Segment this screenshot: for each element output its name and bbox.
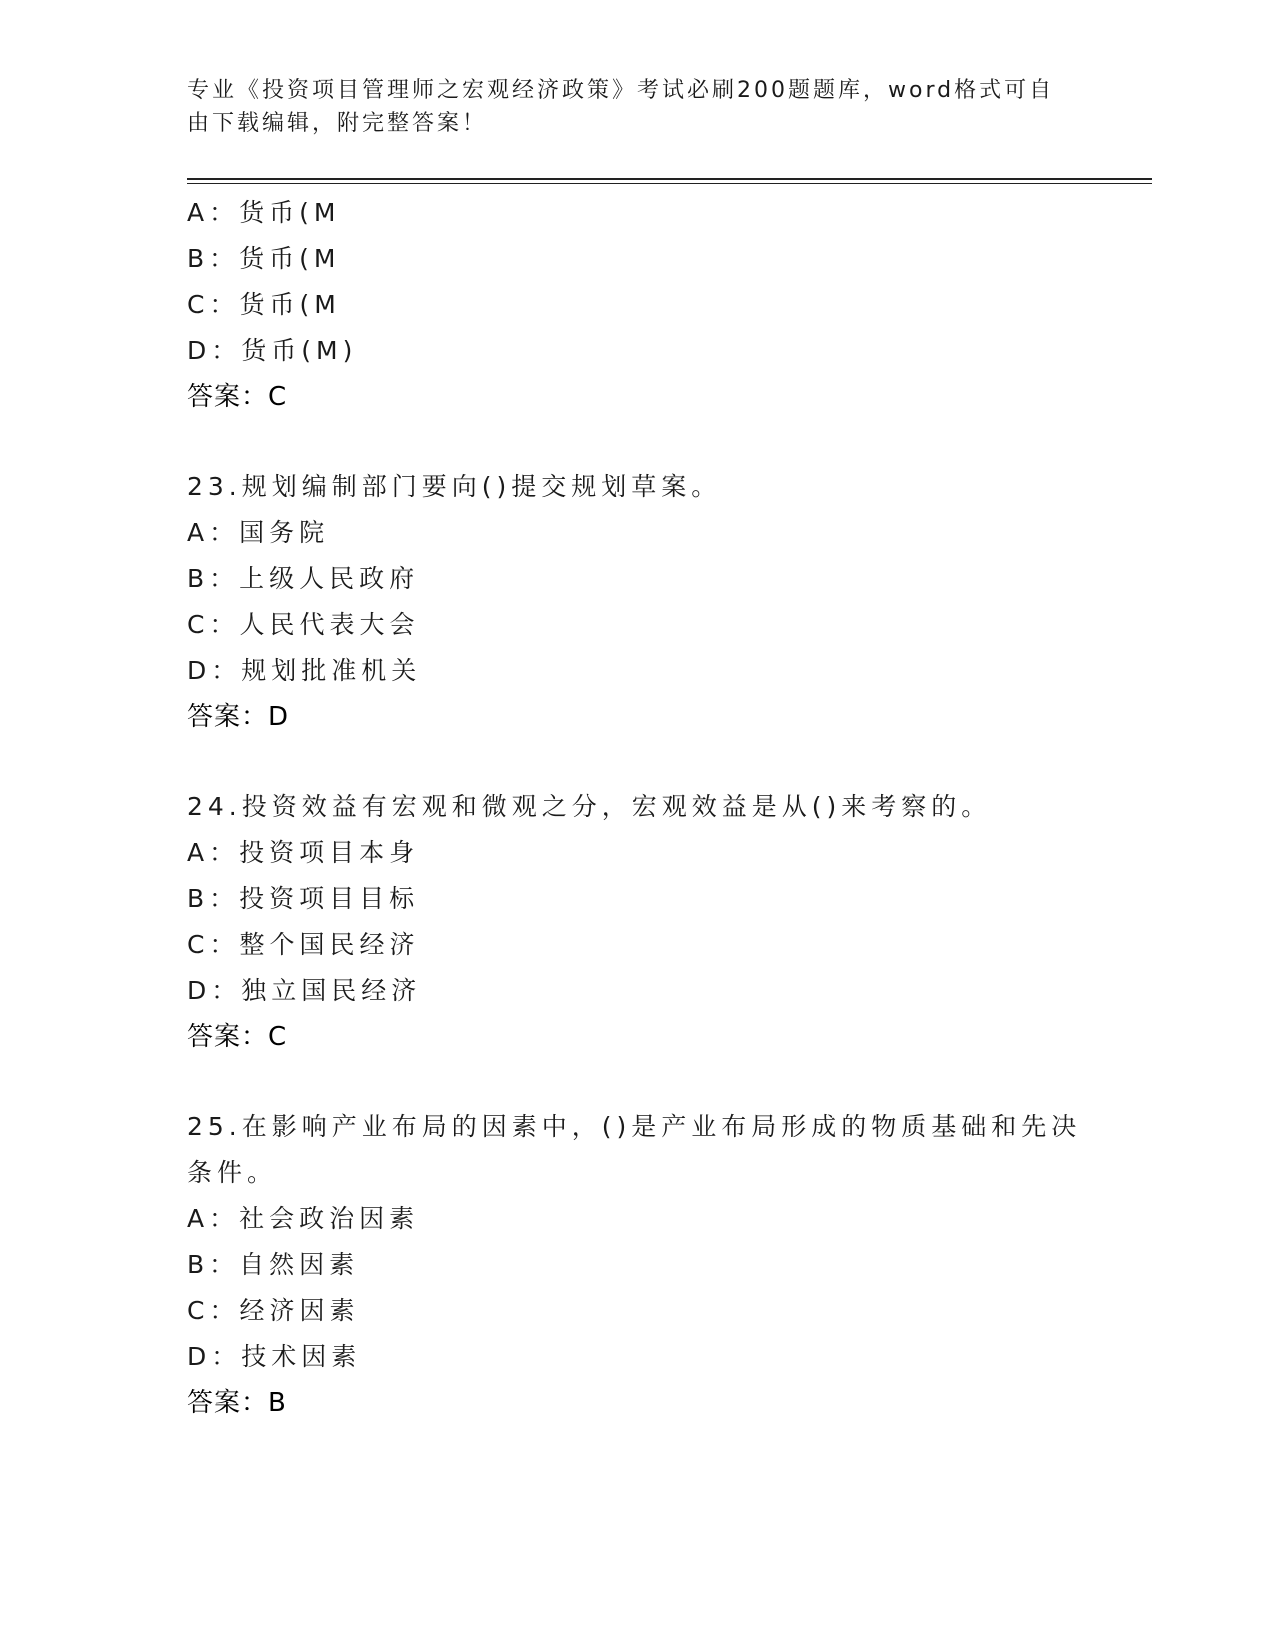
option-d: D：货币(M) — [187, 336, 358, 365]
answer-line: 答案：B — [187, 1388, 287, 1418]
option-a: A：货币(M — [187, 198, 341, 227]
header-divider-thick — [187, 178, 1152, 180]
document-header: 专业《投资项目管理师之宏观经济政策》考试必刷200题题库，word格式可自由下载编辑，附完整答案！ — [187, 78, 1055, 136]
question-list — [187, 190, 1087, 1426]
option-a: A：社会政治因素 — [187, 1204, 420, 1233]
option-d: D：技术因素 — [187, 1342, 362, 1371]
option-b: B：自然因素 — [187, 1250, 360, 1279]
question-22-block — [187, 190, 1087, 420]
answer-line: 答案：C — [187, 382, 288, 412]
answer-line: 答案：D — [187, 702, 290, 732]
option-c: C：经济因素 — [187, 1296, 360, 1325]
option-d: D：独立国民经济 — [187, 976, 422, 1005]
spacer — [187, 740, 1087, 784]
option-c: C：人民代表大会 — [187, 610, 420, 639]
option-c: C：货币(M — [187, 290, 341, 319]
option-b: B：投资项目目标 — [187, 884, 420, 913]
option-d: D：规划批准机关 — [187, 656, 422, 685]
spacer — [187, 1060, 1087, 1104]
question-24-block — [187, 784, 1087, 1060]
question-23-block — [187, 464, 1087, 740]
option-a: A：投资项目本身 — [187, 838, 420, 867]
answer-line: 答案：C — [187, 1022, 288, 1052]
question-text: 24.投资效益有宏观和微观之分，宏观效益是从()来考察的。 — [187, 792, 992, 821]
question-text: 25.在影响产业布局的因素中，()是产业布局形成的物质基础和先决条件。 — [187, 1112, 1082, 1187]
spacer — [187, 420, 1087, 464]
option-b: B：货币(M — [187, 244, 341, 273]
header-divider-thin — [187, 183, 1152, 184]
question-25-block — [187, 1104, 1087, 1426]
option-a: A：国务院 — [187, 518, 330, 547]
option-c: C：整个国民经济 — [187, 930, 420, 959]
option-b: B：上级人民政府 — [187, 564, 420, 593]
question-text: 23.规划编制部门要向()提交规划草案。 — [187, 472, 722, 501]
